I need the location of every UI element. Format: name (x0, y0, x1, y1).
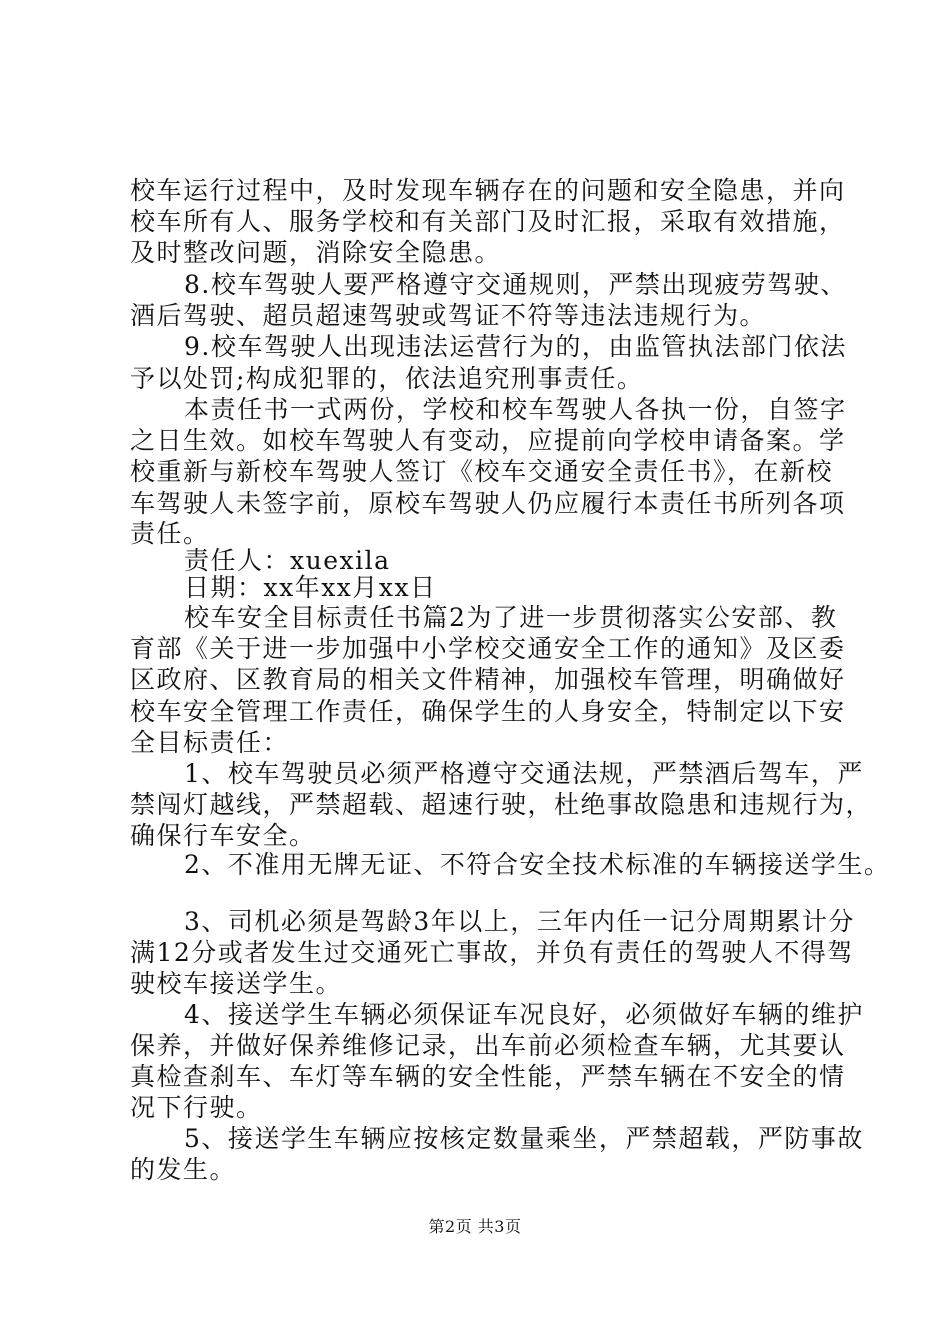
text-line: 驶校车接送学生。 (130, 969, 343, 998)
text-line: 予以处罚;构成犯罪的，依法追究刑事责任。 (130, 364, 644, 393)
text-line: 保养，并做好保养维修记录，出车前必须检查车辆，尤其要认 (130, 1031, 846, 1060)
text-line: 校车安全管理工作责任，确保学生的人身安全，特制定以下安 (130, 697, 846, 726)
text-line: 酒后驾驶、超员超速驾驶或驾证不符等违法违规行为。 (130, 301, 767, 330)
text-line: 8.校车驾驶人要严格遵守交通规则，严禁出现疲劳驾驶、 (184, 270, 847, 299)
text-line: 3、司机必须是驾龄3年以上，三年内任一记分周期累计分 (184, 907, 855, 936)
text-line: 4、接送学生车辆必须保证车况良好，必须做好车辆的维护 (184, 1000, 864, 1029)
text-line: 日期：xx年xx月xx日 (184, 573, 437, 602)
text-line: 之日生效。如校车驾驶人有变动，应提前向学校申请备案。学 (130, 426, 846, 455)
text-line: 校车运行过程中，及时发现车辆存在的问题和安全隐患，并向 (130, 176, 846, 205)
text-line: 满12分或者发生过交通死亡事故，并负有责任的驾驶人不得驾 (130, 938, 854, 967)
text-line: 区政府、区教育局的相关文件精神，加强校车管理，明确做好 (130, 665, 846, 694)
text-line: 育部《关于进一步加强中小学校交通安全工作的通知》及区委 (130, 634, 846, 663)
text-line: 真检查刹车、车灯等车辆的安全性能，严禁车辆在不安全的情 (130, 1062, 846, 1091)
text-line: 校车安全目标责任书篇2为了进一步贯彻落实公安部、教 (184, 603, 838, 632)
text-line: 责任人：xuexila (184, 546, 391, 575)
text-line: 全目标责任： (130, 728, 290, 757)
text-line: 2、不准用无牌无证、不符合安全技术标准的车辆接送学生。 (184, 850, 891, 879)
text-line: 校车所有人、服务学校和有关部门及时汇报，采取有效措施， (130, 207, 846, 236)
text-line: 禁闯灯越线，严禁超载、超速行驶，杜绝事故隐患和违规行为， (130, 790, 873, 819)
text-line: 5、接送学生车辆应按核定数量乘坐，严禁超载，严防事故 (184, 1124, 864, 1153)
text-line: 的发生。 (130, 1155, 237, 1184)
text-line: 车驾驶人未签字前，原校车驾驶人仍应履行本责任书所列各项 (130, 489, 846, 518)
text-line: 确保行车安全。 (130, 821, 316, 850)
text-line: 9.校车驾驶人出现违法运营行为的，由监管执法部门依法 (184, 332, 847, 361)
page-footer: 第2页 共3页 (428, 1217, 522, 1236)
text-line: 责任。 (130, 519, 210, 548)
text-line: 校重新与新校车驾驶人签订《校车交通安全责任书》，在新校 (130, 457, 834, 486)
text-line: 本责任书一式两份，学校和校车驾驶人各执一份，自签字 (184, 395, 847, 424)
text-line: 况下行驶。 (130, 1093, 263, 1122)
text-line: 1、校车驾驶员必须严格遵守交通法规，严禁酒后驾车，严 (184, 759, 864, 788)
text-line: 及时整改问题，消除安全隐患。 (130, 238, 502, 267)
